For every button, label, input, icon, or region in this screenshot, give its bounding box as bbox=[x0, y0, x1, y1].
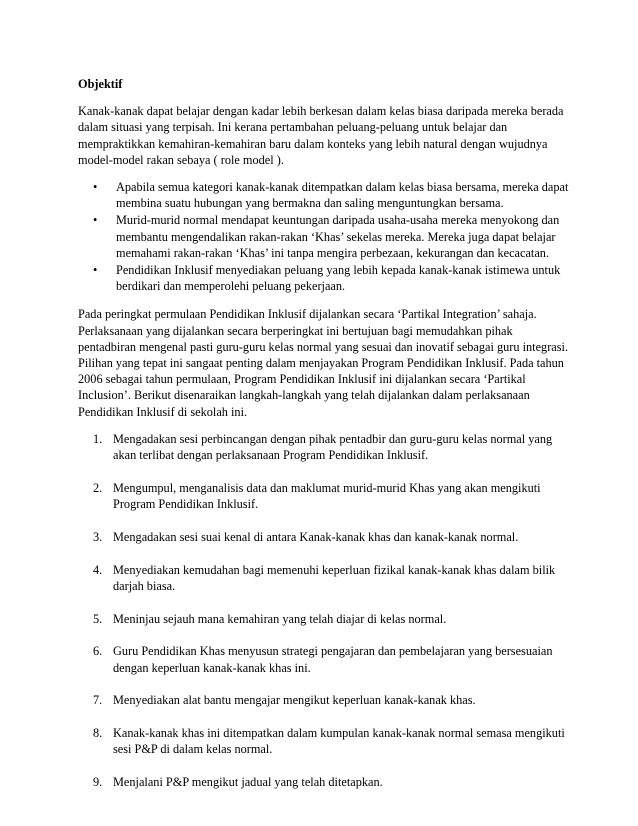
step-item bbox=[78, 562, 570, 594]
step-item bbox=[78, 725, 570, 757]
bullet-marker: • bbox=[93, 180, 98, 195]
step-text: Mengadakan sesi perbincangan dengan pihak pentadbir dan guru-guru kelas normal yang akan terlibat dengan perlaksanaan Program Pendidikan Inklusif. bbox=[113, 431, 553, 463]
bullet-text: Apabila semua kategori kanak-kanak ditempatkan dalam kelas biasa bersama, mereka dapat membina suatu hubungan yang bermakna dan saling menguntungkan bersama. bbox=[116, 180, 569, 211]
step-number: 2. bbox=[93, 480, 103, 495]
step-text: Mengadakan sesi suai kenal di antara Kanak-kanak khas dan kanak-kanak normal. bbox=[113, 529, 519, 544]
step-number: 8. bbox=[93, 726, 103, 741]
bullet-marker: • bbox=[93, 213, 98, 228]
bullet-list bbox=[78, 179, 570, 294]
step-number: 5. bbox=[93, 611, 103, 626]
step-item bbox=[78, 692, 570, 708]
step-number: 1. bbox=[93, 431, 103, 446]
bullet-text: Murid-murid normal mendapat keuntungan daripada usaha-usaha mereka menyokong dan membantu mengendalikan rakan-rakan ‘Khas’ sekelas mereka. Mereka juga dapat belajar memahami rakan-rakan ‘Khas’ ini tanpa mengira perbezaan, kekurangan dan kecacatan. bbox=[116, 213, 560, 260]
step-text: Menjalani P&P mengikut jadual yang telah ditetapkan. bbox=[113, 775, 383, 790]
step-number: 4. bbox=[93, 562, 103, 577]
step-text: Guru Pendidikan Khas menyusun strategi pengajaran dan pembelajaran yang bersesuaian dengan keperluan kanak-kanak khas ini. bbox=[113, 644, 553, 675]
step-text: Meninjau sejauh mana kemahiran yang telah diajar di kelas normal. bbox=[113, 611, 447, 626]
step-item bbox=[78, 480, 570, 512]
step-number: 6. bbox=[93, 644, 103, 659]
step-item bbox=[78, 529, 570, 545]
bullet-item bbox=[78, 212, 570, 261]
step-number: 7. bbox=[93, 693, 103, 708]
step-item bbox=[78, 611, 570, 627]
step-item bbox=[78, 643, 570, 675]
bullet-item bbox=[78, 179, 570, 211]
step-text: Mengumpul, menganalisis data dan maklumat murid-murid Khas yang akan mengikuti Program Pendidikan Inklusif. bbox=[113, 480, 541, 512]
step-item bbox=[78, 431, 570, 463]
bullet-item bbox=[78, 262, 570, 294]
step-item bbox=[78, 774, 570, 790]
steps-list bbox=[78, 431, 570, 791]
step-number: 9. bbox=[93, 775, 103, 790]
section-heading: Objektif bbox=[78, 77, 123, 91]
step-number: 3. bbox=[93, 529, 103, 544]
bullet-text: Pendidikan Inklusif menyediakan peluang yang lebih kepada kanak-kanak istimewa untuk berdikari dan memperolehi peluang pekerjaan. bbox=[116, 263, 561, 294]
intro-paragraph: Kanak-kanak dapat belajar dengan kadar lebih berkesan dalam kelas biasa daripada mereka berada dalam situasi yang terpisah. Ini kerana pertambahan peluang-peluang untuk belajar dan mempraktikkan kemahiran-kemahiran baru dalam konteks yang lebih natural dengan wujudnya model-model rakan sebaya ( role model ). bbox=[78, 104, 564, 167]
step-text: Menyediakan alat bantu mengajar mengikut keperluan kanak-kanak khas. bbox=[113, 693, 476, 708]
step-text: Kanak-kanak khas ini ditempatkan dalam kumpulan kanak-kanak normal semasa mengikuti sesi P&P di dalam kelas normal. bbox=[113, 726, 565, 757]
step-text: Menyediakan kemudahan bagi memenuhi keperluan fizikal kanak-kanak khas dalam bilik darjah biasa. bbox=[113, 562, 556, 593]
implementation-paragraph: Pada peringkat permulaan Pendidikan Inklusif dijalankan secara ‘Partikal Integration’ sahaja. Perlaksanaan yang dijalankan secara berperingkat ini bertujuan bagi memudahkan pihak pentadbiran mengenal pasti guru-guru kelas normal yang sesuai dan inovatif sebagai guru integrasi. Pilihan yang tepat ini sangaat penting dalam menjayakan Program Pendidikan Inklusif. Pada tahun 2006 sebagai tahun permulaan, Program Pendidikan Inklusif ini dijalankan secara ‘Partikal Inclusion’. Berikut disenaraikan langkah-langkah yang telah dijalankan dalam perlaksanaan Pendidikan Inklusif di sekolah ini. bbox=[78, 307, 569, 419]
bullet-marker: • bbox=[93, 263, 98, 278]
document-page bbox=[78, 76, 570, 807]
